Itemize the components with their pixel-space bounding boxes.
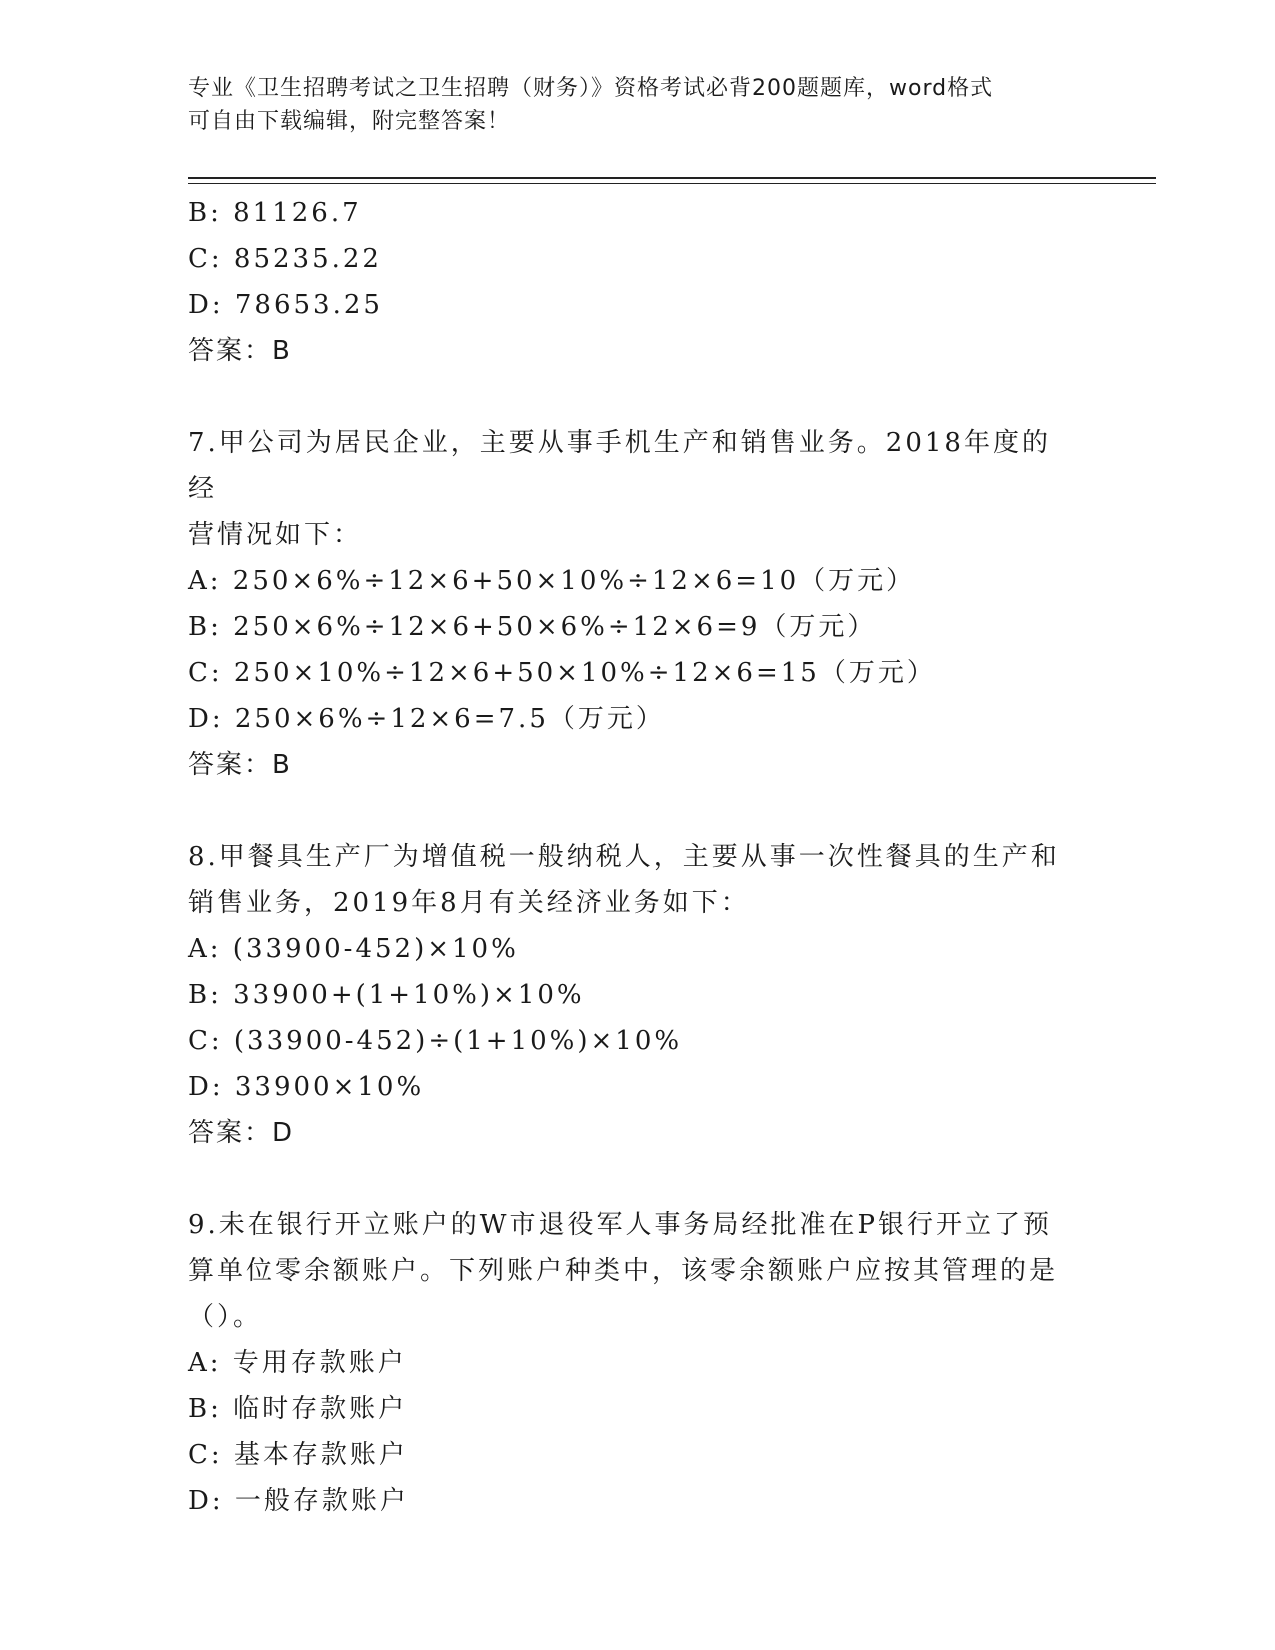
question-stem-line-2: 算单位零余额账户。下列账户种类中，该零余额账户应按其管理的是	[188, 1256, 1059, 1286]
question-stem-line-1: 8.甲餐具生产厂为增值税一般纳税人，主要从事一次性餐具的生产和	[188, 842, 1060, 872]
question-stem-line-2: 营情况如下：	[188, 520, 363, 550]
answer-line: 答案：B	[188, 750, 292, 780]
option-d: D: 一般存款账户	[188, 1486, 409, 1516]
option-c: C: 85235.22	[188, 244, 382, 274]
option-d: D: 250×6%÷12×6=7.5（万元）	[188, 704, 665, 734]
option-d: D: 33900×10%	[188, 1072, 425, 1102]
answer-line: 答案：D	[188, 1118, 295, 1148]
header-divider-thin	[188, 183, 1156, 184]
option-b: B: 临时存款账户	[188, 1394, 408, 1424]
option-a: A: 250×6%÷12×6+50×10%÷12×6=10（万元）	[188, 566, 916, 596]
question-stem-line-1: 7.甲公司为居民企业，主要从事手机生产和销售业务。2018年度的经	[188, 428, 1051, 504]
option-a: A: (33900-452)×10%	[188, 934, 519, 964]
question-stem-line-3: （）。	[188, 1302, 263, 1332]
question-6	[188, 190, 1068, 374]
option-c: C: 基本存款账户	[188, 1440, 408, 1470]
option-c: C: (33900-452)÷(1+10%)×10%	[188, 1026, 683, 1056]
option-b: B: 33900+(1+10%)×10%	[188, 980, 585, 1010]
spacer	[188, 374, 1068, 420]
option-c: C: 250×10%÷12×6+50×10%÷12×6=15（万元）	[188, 658, 936, 688]
option-a: A: 专用存款账户	[188, 1348, 407, 1378]
question-list	[188, 190, 1068, 1524]
option-b: B: 250×6%÷12×6+50×6%÷12×6=9（万元）	[188, 612, 877, 642]
question-8	[188, 834, 1068, 1156]
question-stem-line-2: 销售业务，2019年8月有关经济业务如下：	[188, 888, 750, 918]
spacer	[188, 788, 1068, 834]
question-9	[188, 1202, 1068, 1524]
document-header	[188, 72, 1088, 138]
header-line-2: 可自由下载编辑，附完整答案！	[188, 109, 511, 134]
spacer	[188, 1156, 1068, 1202]
option-b: B: 81126.7	[188, 198, 362, 228]
header-line-1: 专业《卫生招聘考试之卫生招聘（财务）》资格考试必背200题题库，word格式	[188, 76, 994, 101]
answer-line: 答案：B	[188, 336, 292, 366]
question-stem-line-1: 9.未在银行开立账户的W市退役军人事务局经批准在P银行开立了预	[188, 1210, 1053, 1240]
question-7	[188, 420, 1068, 788]
option-d: D: 78653.25	[188, 290, 383, 320]
header-divider-thick	[188, 177, 1156, 179]
